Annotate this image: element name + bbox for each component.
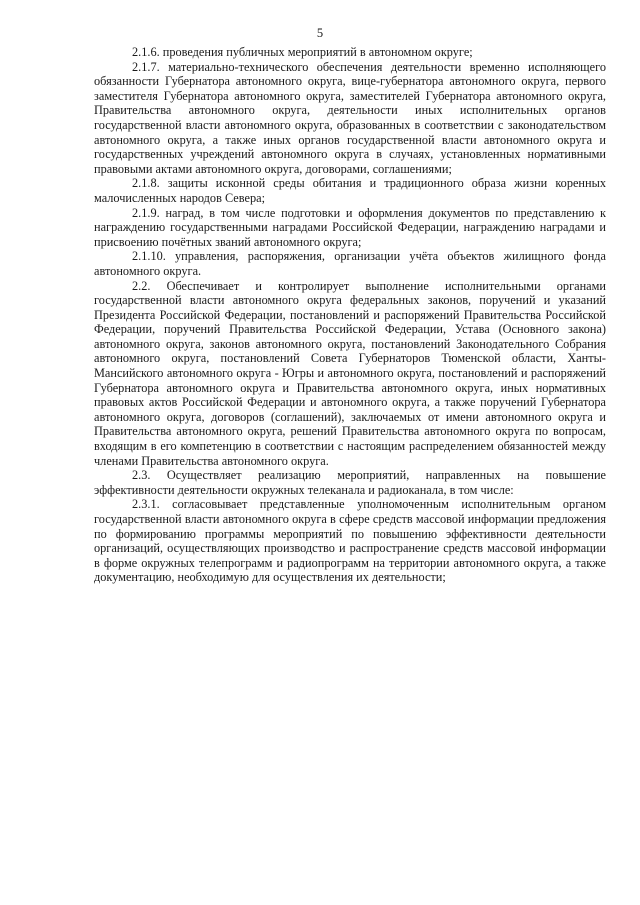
paragraph-2-1-7: 2.1.7. материально-технического обеспечения деятельности временно исполняющего обязанности Губернатора автономного округа, вице-губернатора автономного округа, первого заместителя Губернатора автономного округа, заместителей Губернатора автономного округа, Правительства автономного округа, деятельности иных исполнительных органов государственной власти автономного округа, образованных в соответствии с законодательством автономного округа, а также иных органов государственной власти автономного округа и государственных учреждений автономного округа в случаях, установленных нормативными правовыми актами автономного округа, договорами, соглашениями;: [94, 59, 606, 176]
paragraph-2-3-1: 2.3.1. согласовывает представленные уполномоченным исполнительным органом государственной власти автономного округа в сфере средств массовой информации предложения по формированию программы мероприятий по повышению эффективности деятельности организаций, осуществляющих производство и распространение средств массовой информации в форме окружных телепрограмм и радиопрограмм на территории автономного округа, а также документацию, необходимую для осуществления их деятельности;: [94, 497, 606, 585]
paragraph-2-1-6: 2.1.6. проведения публичных мероприятий в автономном округе;: [132, 45, 473, 59]
paragraph-2-1-9: 2.1.9. наград, в том числе подготовки и оформления документов по представлению к награждению государственными наградами Российской Федерации, награждению наградами и присвоению почётных званий автономного округа;: [94, 205, 606, 249]
paragraph-2-2: 2.2. Обеспечивает и контролирует выполнение исполнительными органами государственной власти автономного округа федеральных законов, поручений и указаний Президента Российской Федерации, постановлений и распоряжений Правительства Российской Федерации, поручений Правительства Российской Федерации, Устава (Основного закона) автономного округа, законов автономного округа, постановлений Законодательного Собрания автономного округа, постановлений Совета Губернаторов Тюменской области, Ханты-Мансийского автономного округа - Югры и автономного округа, постановлений и распоряжений Губернатора автономного округа и Правительства автономного округа, иных нормативных правовых актов Российской Федерации и автономного округа, а также поручений Губернатора автономного округа, договоров (соглашений), заключаемых от имени автономного округа и Правительства автономного округа, решений Правительства автономного округа по вопросам, входящим в его компетенцию в соответствии с настоящим распределением обязанностей между членами Правительства автономного округа.: [94, 278, 606, 468]
page-number: 5: [316, 26, 324, 40]
document-body: [94, 45, 606, 585]
paragraph-2-3: 2.3. Осуществляет реализацию мероприятий, направленных на повышение эффективности деятельности окружных телеканала и радиоканала, в том числе:: [94, 468, 606, 497]
paragraph-2-1-10: 2.1.10. управления, распоряжения, организации учёта объектов жилищного фонда автономного округа.: [94, 249, 606, 278]
paragraph-2-1-8: 2.1.8. защиты исконной среды обитания и традиционного образа жизни коренных малочисленных народов Севера;: [94, 176, 606, 205]
